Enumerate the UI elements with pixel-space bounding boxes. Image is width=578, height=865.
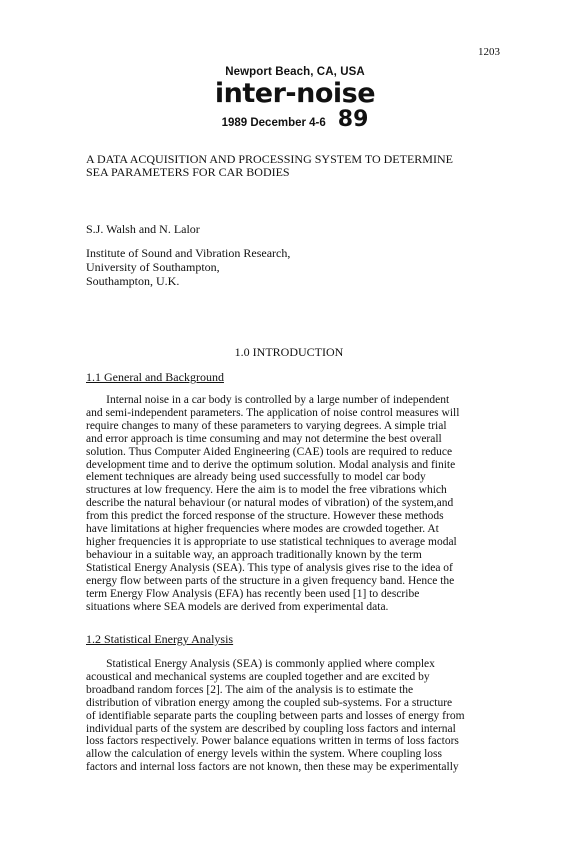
paragraph-sea <box>86 658 502 774</box>
paper-title <box>86 153 506 179</box>
paragraph-line: structures at low frequency. Here the aim is to model the free vibrations which <box>86 484 447 497</box>
paragraph-line: situations where SEA models are derived from experimental data. <box>86 600 389 613</box>
paragraph-line: higher frequencies it is appropriate to use statistical techniques to average modal <box>86 535 457 548</box>
paragraph-general-background <box>86 394 502 613</box>
paragraph-line: element techniques are already being used successfully to model car body <box>86 471 426 484</box>
paragraph-line: individual parts of the system are described by coupling loss factors and internal <box>86 722 456 735</box>
paragraph-line: acoustical and mechanical systems are coupled together and are excited by <box>86 670 430 683</box>
subsection-heading-general: 1.1 General and Background <box>86 370 224 384</box>
conference-location: Newport Beach, CA, USA <box>225 66 365 78</box>
paragraph-line: and error approach is time consuming and may not determine the best overall <box>86 432 442 445</box>
affiliation-line: University of Southampton, <box>86 260 220 274</box>
paragraph-line: Statistical Energy Analysis (SEA). This type of analysis gives rise to the idea of <box>86 561 453 574</box>
paragraph-line: term Energy Flow Analysis (EFA) has recently been used [1] to describe <box>86 587 420 600</box>
paper-title-line: SEA PARAMETERS FOR CAR BODIES <box>86 165 290 179</box>
paragraph-line: factors and internal loss factors are not known, then these may be experimentally <box>86 761 459 774</box>
paragraph-line: from this predict the forced response of the structure. However these methods <box>86 510 444 523</box>
page-number: 1203 <box>478 46 500 58</box>
introduction-heading: 1.0 INTRODUCTION <box>234 345 344 359</box>
conference-header <box>205 66 385 131</box>
conference-dates: 1989 December 4-6 <box>221 117 326 129</box>
paper-title-line: A DATA ACQUISITION AND PROCESSING SYSTEM TO DETERMINE <box>86 152 453 166</box>
conference-year: 89 <box>337 107 369 132</box>
paragraph-line: require changes to many of these parameters to varying degrees. A simple trial <box>86 419 447 432</box>
conference-logo: inter-noise <box>214 78 376 109</box>
paragraph-line: solution. Thus Computer Aided Engineering (CAE) tools are required to reduce <box>86 445 453 458</box>
paragraph-line: behaviour in a suitable way, an approach traditionally known by the term <box>86 548 422 561</box>
paragraph-line: describe the natural behaviour (or natural modes of vibration) of the system,and <box>86 497 454 510</box>
affiliation-line: Southampton, U.K. <box>86 274 180 288</box>
paragraph-line: broadband random forces [2]. The aim of the analysis is to estimate the <box>86 683 414 696</box>
authors: S.J. Walsh and N. Lalor <box>86 222 200 236</box>
paragraph-line: loss factors respectively. Power balance equations written in terms of loss factors <box>86 735 459 748</box>
paragraph-line: development time and to derive the optimum solution. Modal analysis and finite <box>86 458 456 471</box>
paragraph-line: distribution of vibration energy among the coupled sub-systems. For a structure <box>86 696 453 709</box>
paragraph-line: and semi-independent parameters. The application of noise control measures will <box>86 406 460 419</box>
paragraph-line: of identifiable separate parts the coupling between parts and losses of energy from <box>86 709 465 722</box>
paragraph-line: have limitations at higher frequencies where modes are crowded together. At <box>86 523 439 536</box>
paragraph-line: energy flow between parts of the structure in a given frequency band. Hence the <box>86 574 455 587</box>
subsection-heading-sea: 1.2 Statistical Energy Analysis <box>86 632 234 646</box>
affiliation <box>86 246 290 288</box>
affiliation-line: Institute of Sound and Vibration Research, <box>86 246 291 260</box>
conference-dateline <box>205 109 385 131</box>
paragraph-line: Internal noise in a car body is controlled by a large number of independent <box>86 394 450 406</box>
paragraph-line: allow the calculation of energy levels within the system. Where coupling loss <box>86 748 442 761</box>
paragraph-line: Statistical Energy Analysis (SEA) is commonly applied where complex <box>86 658 435 670</box>
